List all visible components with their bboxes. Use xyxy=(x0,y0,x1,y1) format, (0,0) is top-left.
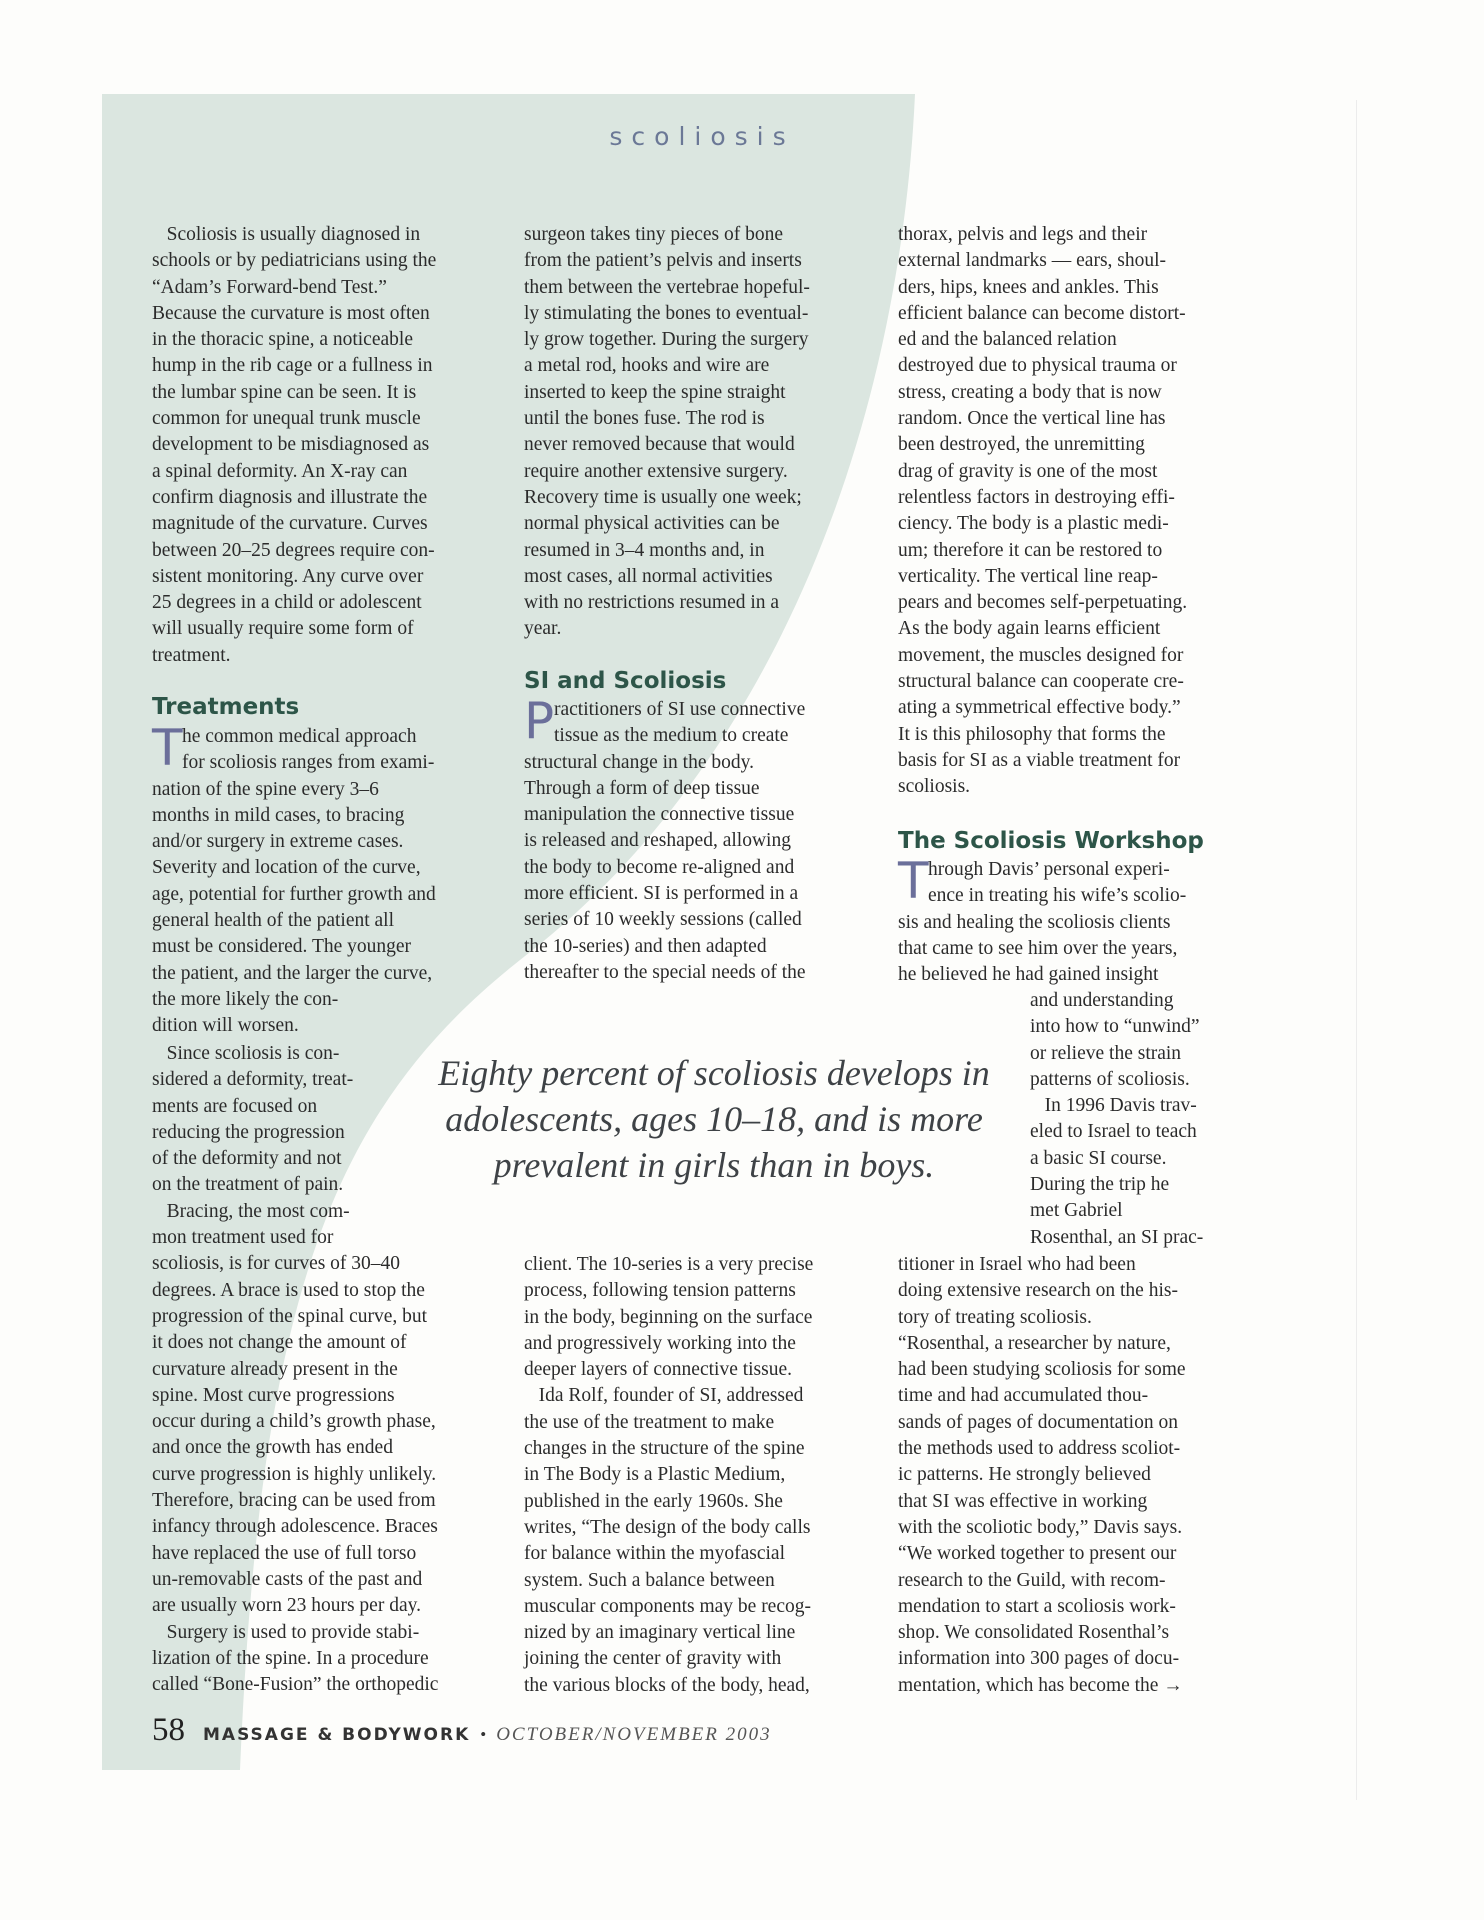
page-number: 58 xyxy=(152,1712,185,1748)
col3-top: thorax, pelvis and legs and their external landmarks — ears, shoul- ders, hips, knees and ankles. This efficient balance can become distort- ed and the balanced relation destroyed due to physical trauma or stress, creating a body that is now random. Once the vertical line has been destroyed, the unremitting drag of gravity is one of the most relentless factors in destroying effi- ciency. The body is a plastic medi- um; therefore it can be restored to verticality. The vertical line reap- pears and becomes self-perpetuating. As the body again learns efficient movement, the muscles designed for structural balance can cooperate cre- ating a symmetrical effective body.” It is this philosophy that forms the basis for SI as a viable treatment for scoliosis. xyxy=(898,224,1188,798)
issue-date: OCTOBER/NOVEMBER 2003 xyxy=(496,1724,772,1745)
col2-dropcap-paragraph xyxy=(524,692,806,986)
col3-dropcap-paragraph xyxy=(898,852,1187,988)
paragraph-text: sis and healing the scoliosis clients that came to see him over the years, he believed he had gained insight xyxy=(898,911,1178,986)
dropcap-lines: hrough Davis’ personal experi- ence in treating his wife’s scolio- xyxy=(928,859,1187,907)
dropcap-lines: he common medical approach for scoliosis ranges from exami- xyxy=(182,726,435,774)
drop-cap: P xyxy=(524,692,555,750)
magazine-name: MASSAGE & BODYWORK xyxy=(203,1725,471,1745)
footer-separator: • xyxy=(480,1725,487,1744)
paragraph-text: structural change in the body. Through a form of deep tissue manipulation the connective tissue is released and reshaped, allowing the body to become re-aligned and more efficient. SI is performed in a series of 10 weekly sessions (called the 10-series) and then adapted thereafter to the special needs of the xyxy=(524,751,806,983)
page-edge-line xyxy=(1356,100,1357,1800)
col3-narrow: and understanding into how to “unwind” or relieve the strain patterns of scoliosis. In 1996 Davis trav- eled to Israel to teach a basic SI course. During the trip he met Gabriel Rosenthal, an SI prac- xyxy=(1030,990,1204,1248)
col3-lower: titioner in Israel who had been doing extensive research on the his- tory of treating scoliosis. “Rosenthal, a researcher by nature, had been studying scoliosis for some time and had accumulated thou- sands of pages of documentation on the methods used to address scoliot- ic patterns. He strongly believed that SI was effective in working with the scoliotic body,” Davis says. “We worked together to present our research to the Guild, with recom- mendation to start a scoliosis work- shop. We consolidated Rosenthal’s information into 300 pages of docu- mentation, which has become the → xyxy=(898,1254,1186,1696)
paragraph-text: nation of the spine every 3–6 months in mild cases, to bracing and/or surgery in extreme cases. Severity and location of the curve, age, potential for further growth and general health of the patient all must be considered. The younger the patient, and the larger the curve, the more likely the con- dition will worsen. xyxy=(152,778,436,1037)
dropcap-lines: ractitioners of SI use connective tissue as the medium to create xyxy=(554,699,806,747)
col1-dropcap-paragraph xyxy=(152,719,436,1040)
heading-si-and-scoliosis: SI and Scoliosis xyxy=(524,668,727,694)
col2-lower: client. The 10-series is a very precise process, following tension patterns in the body, beginning on the surface and progressively working into the deeper layers of connective tissue. Ida Rolf, founder of SI, addressed the use of the treatment to make changes in the structure of the spine in The Body is a Plastic Medium, published in the early 1960s. She writes, “The design of the body calls for balance within the myofascial system. Such a balance between muscular components may be recog- nized by an imaginary vertical line joining the center of gravity with the various blocks of the body, head, xyxy=(524,1254,814,1696)
col1-intro: Scoliosis is usually diagnosed in schools or by pediatricians using the “Adam’s Forward-bend Test.” Because the curvature is most often in the thoracic spine, a noticeable hump in the rib cage or a fullness in the lumbar spine can be seen. It is common for unequal trunk muscle development to be misdiagnosed as a spinal deformity. An X-ray can confirm diagnosis and illustrate the magnitude of the curvature. Curves between 20–25 degrees require con- sistent monitoring. Any curve over 25 degrees in a child or adolescent will usually require some form of treatment. xyxy=(152,224,437,666)
heading-scoliosis-workshop: The Scoliosis Workshop xyxy=(898,828,1204,854)
heading-treatments: Treatments xyxy=(152,694,300,720)
page-footer xyxy=(152,1712,772,1749)
drop-cap: T xyxy=(152,719,183,777)
pull-quote: Eighty percent of scoliosis develops in adolescents, ages 10–18, and is more prevalent in girls than in boys. xyxy=(438,1053,990,1185)
col1-lower: Since scoliosis is con- sidered a deformity, treat- ments are focused on reducing the progression of the deformity and not on the treatment of pain. Bracing, the most com- mon treatment used for scoliosis, is for curves of 30–40 degrees. A brace is used to stop the progression of the spinal curve, but it does not change the amount of curvature already present in the spine. Most curve progressions occur during a child’s growth phase, and once the growth has ended curve progression is highly unlikely. Therefore, bracing can be used from infancy through adolescence. Braces have replaced the use of full torso un-removable casts of the past and are usually worn 23 hours per day. Surgery is used to provide stabi- lization of the spine. In a procedure called “Bone-Fusion” the orthopedic xyxy=(152,1043,439,1696)
section-runner: scoliosis xyxy=(609,122,795,151)
col2-top: surgeon takes tiny pieces of bone from the patient’s pelvis and inserts them between the vertebrae hopeful- ly stimulating the bones to eventual- ly grow together. During the surgery a metal rod, hooks and wire are inserted to keep the spine straight until the bones fuse. The rod is never removed because that would require another extensive surgery. Recovery time is usually one week; normal physical activities can be resumed in 3–4 months and, in most cases, all normal activities with no restrictions resumed in a year. xyxy=(524,224,810,640)
drop-cap: T xyxy=(898,852,929,910)
